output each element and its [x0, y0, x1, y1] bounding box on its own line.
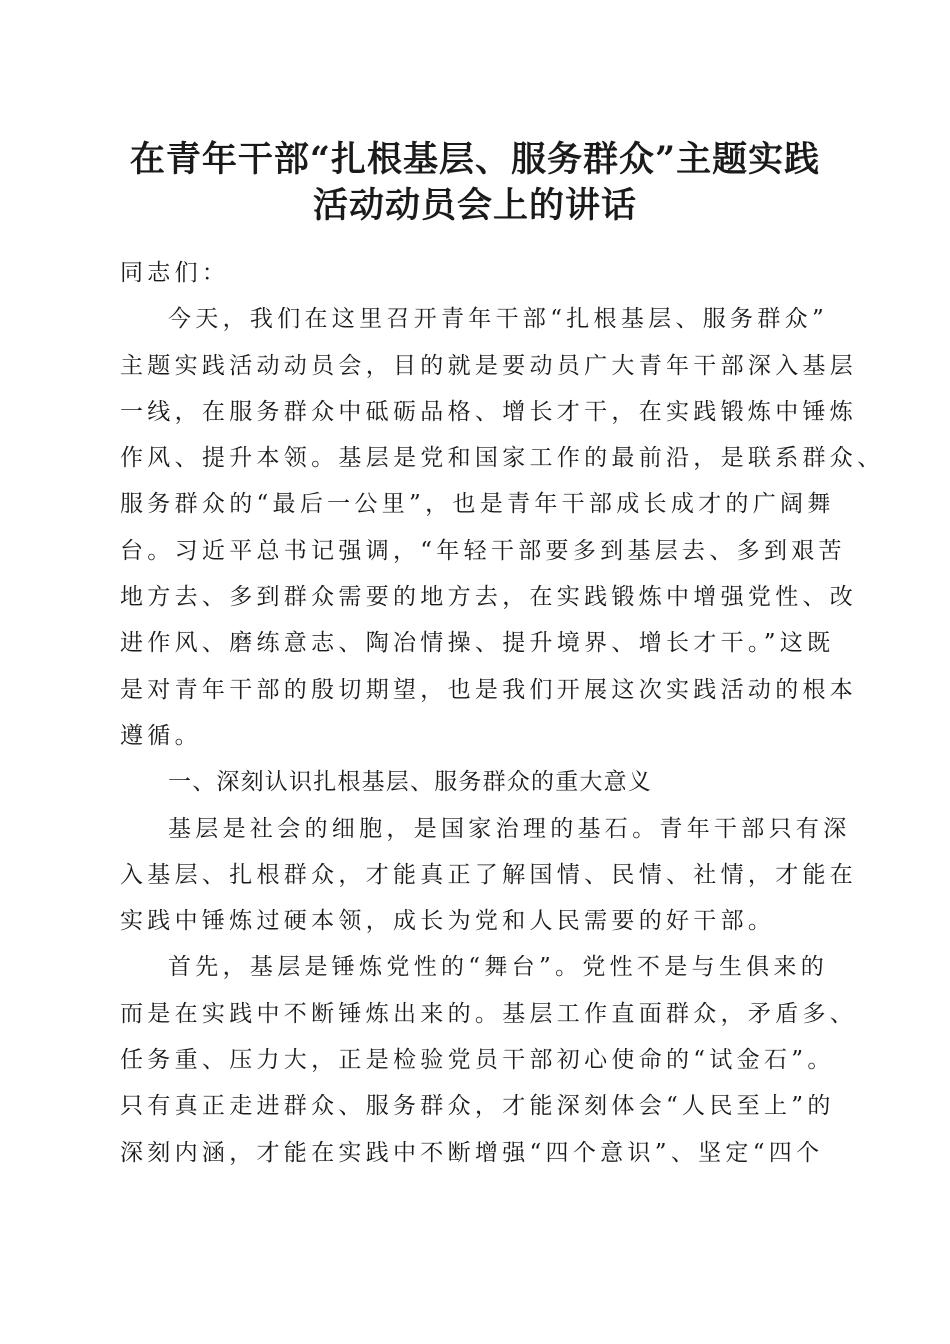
paragraph-line: 服务群众的“最后一公里”，也是青年干部成长成才的广阔舞 — [120, 491, 835, 518]
paragraph-line: 今天，我们在这里召开青年干部“扎根基层、服务群众” — [168, 306, 829, 333]
document-body — [120, 250, 885, 1176]
paragraph-line: 地方去、多到群众需要的地方去，在实践锻炼中增强党性、改 — [120, 584, 858, 611]
paragraph-line: 遵循。 — [120, 722, 202, 749]
paragraph-line: 入基层、扎根群众，才能真正了解国情、民情、社情，才能在 — [120, 861, 858, 888]
paragraph-line: 台。习近平总书记强调，“年轻干部要多到基层去、多到艰苦 — [120, 537, 846, 564]
paragraph-line: 主题实践活动动员会，目的就是要动员广大青年干部深入基层 — [120, 352, 858, 379]
paragraph-line: 进作风、磨练意志、陶冶情操、提升境界、增长才干。”这既 — [120, 630, 835, 657]
paragraph-line: 深刻内涵，才能在实践中不断增强“四个意识”、坚定“四个 — [120, 1139, 824, 1166]
greeting: 同志们： — [120, 260, 230, 286]
document-title-line-2: 活动动员会上的讲话 — [312, 185, 637, 226]
paragraph-line: 基层是社会的细胞，是国家治理的基石。青年干部只有深 — [168, 815, 851, 842]
paragraph-line: 作风、提升本领。基层是党和国家工作的最前沿，是联系群众、 — [120, 445, 885, 472]
paragraph-line: 而是在实践中不断锤炼出来的。基层工作直面群众，矛盾多、 — [120, 1000, 858, 1027]
paragraph-line: 首先，基层是锤炼党性的“舞台”。党性不是与生俱来的 — [168, 954, 829, 981]
paragraph-line: 只有真正走进群众、服务群众，才能深刻体会“人民至上”的 — [120, 1093, 835, 1120]
paragraph-line: 是对青年干部的殷切期望，也是我们开展这次实践活动的根本 — [120, 676, 858, 703]
paragraph-line: 实践中锤炼过硬本领，成长为党和人民需要的好干部。 — [120, 908, 776, 935]
paragraph-line: 任务重、压力大，正是检验党员干部初心使命的“试金石”。 — [120, 1047, 835, 1074]
section-heading: 一、深刻认识扎根基层、服务群众的重大意义 — [168, 769, 652, 796]
paragraph-line: 一线，在服务群众中砥砺品格、增长才干，在实践锻炼中锤炼 — [120, 398, 858, 425]
document-title-line-1: 在青年干部“扎根基层、服务群众”主题实践 — [129, 139, 821, 180]
